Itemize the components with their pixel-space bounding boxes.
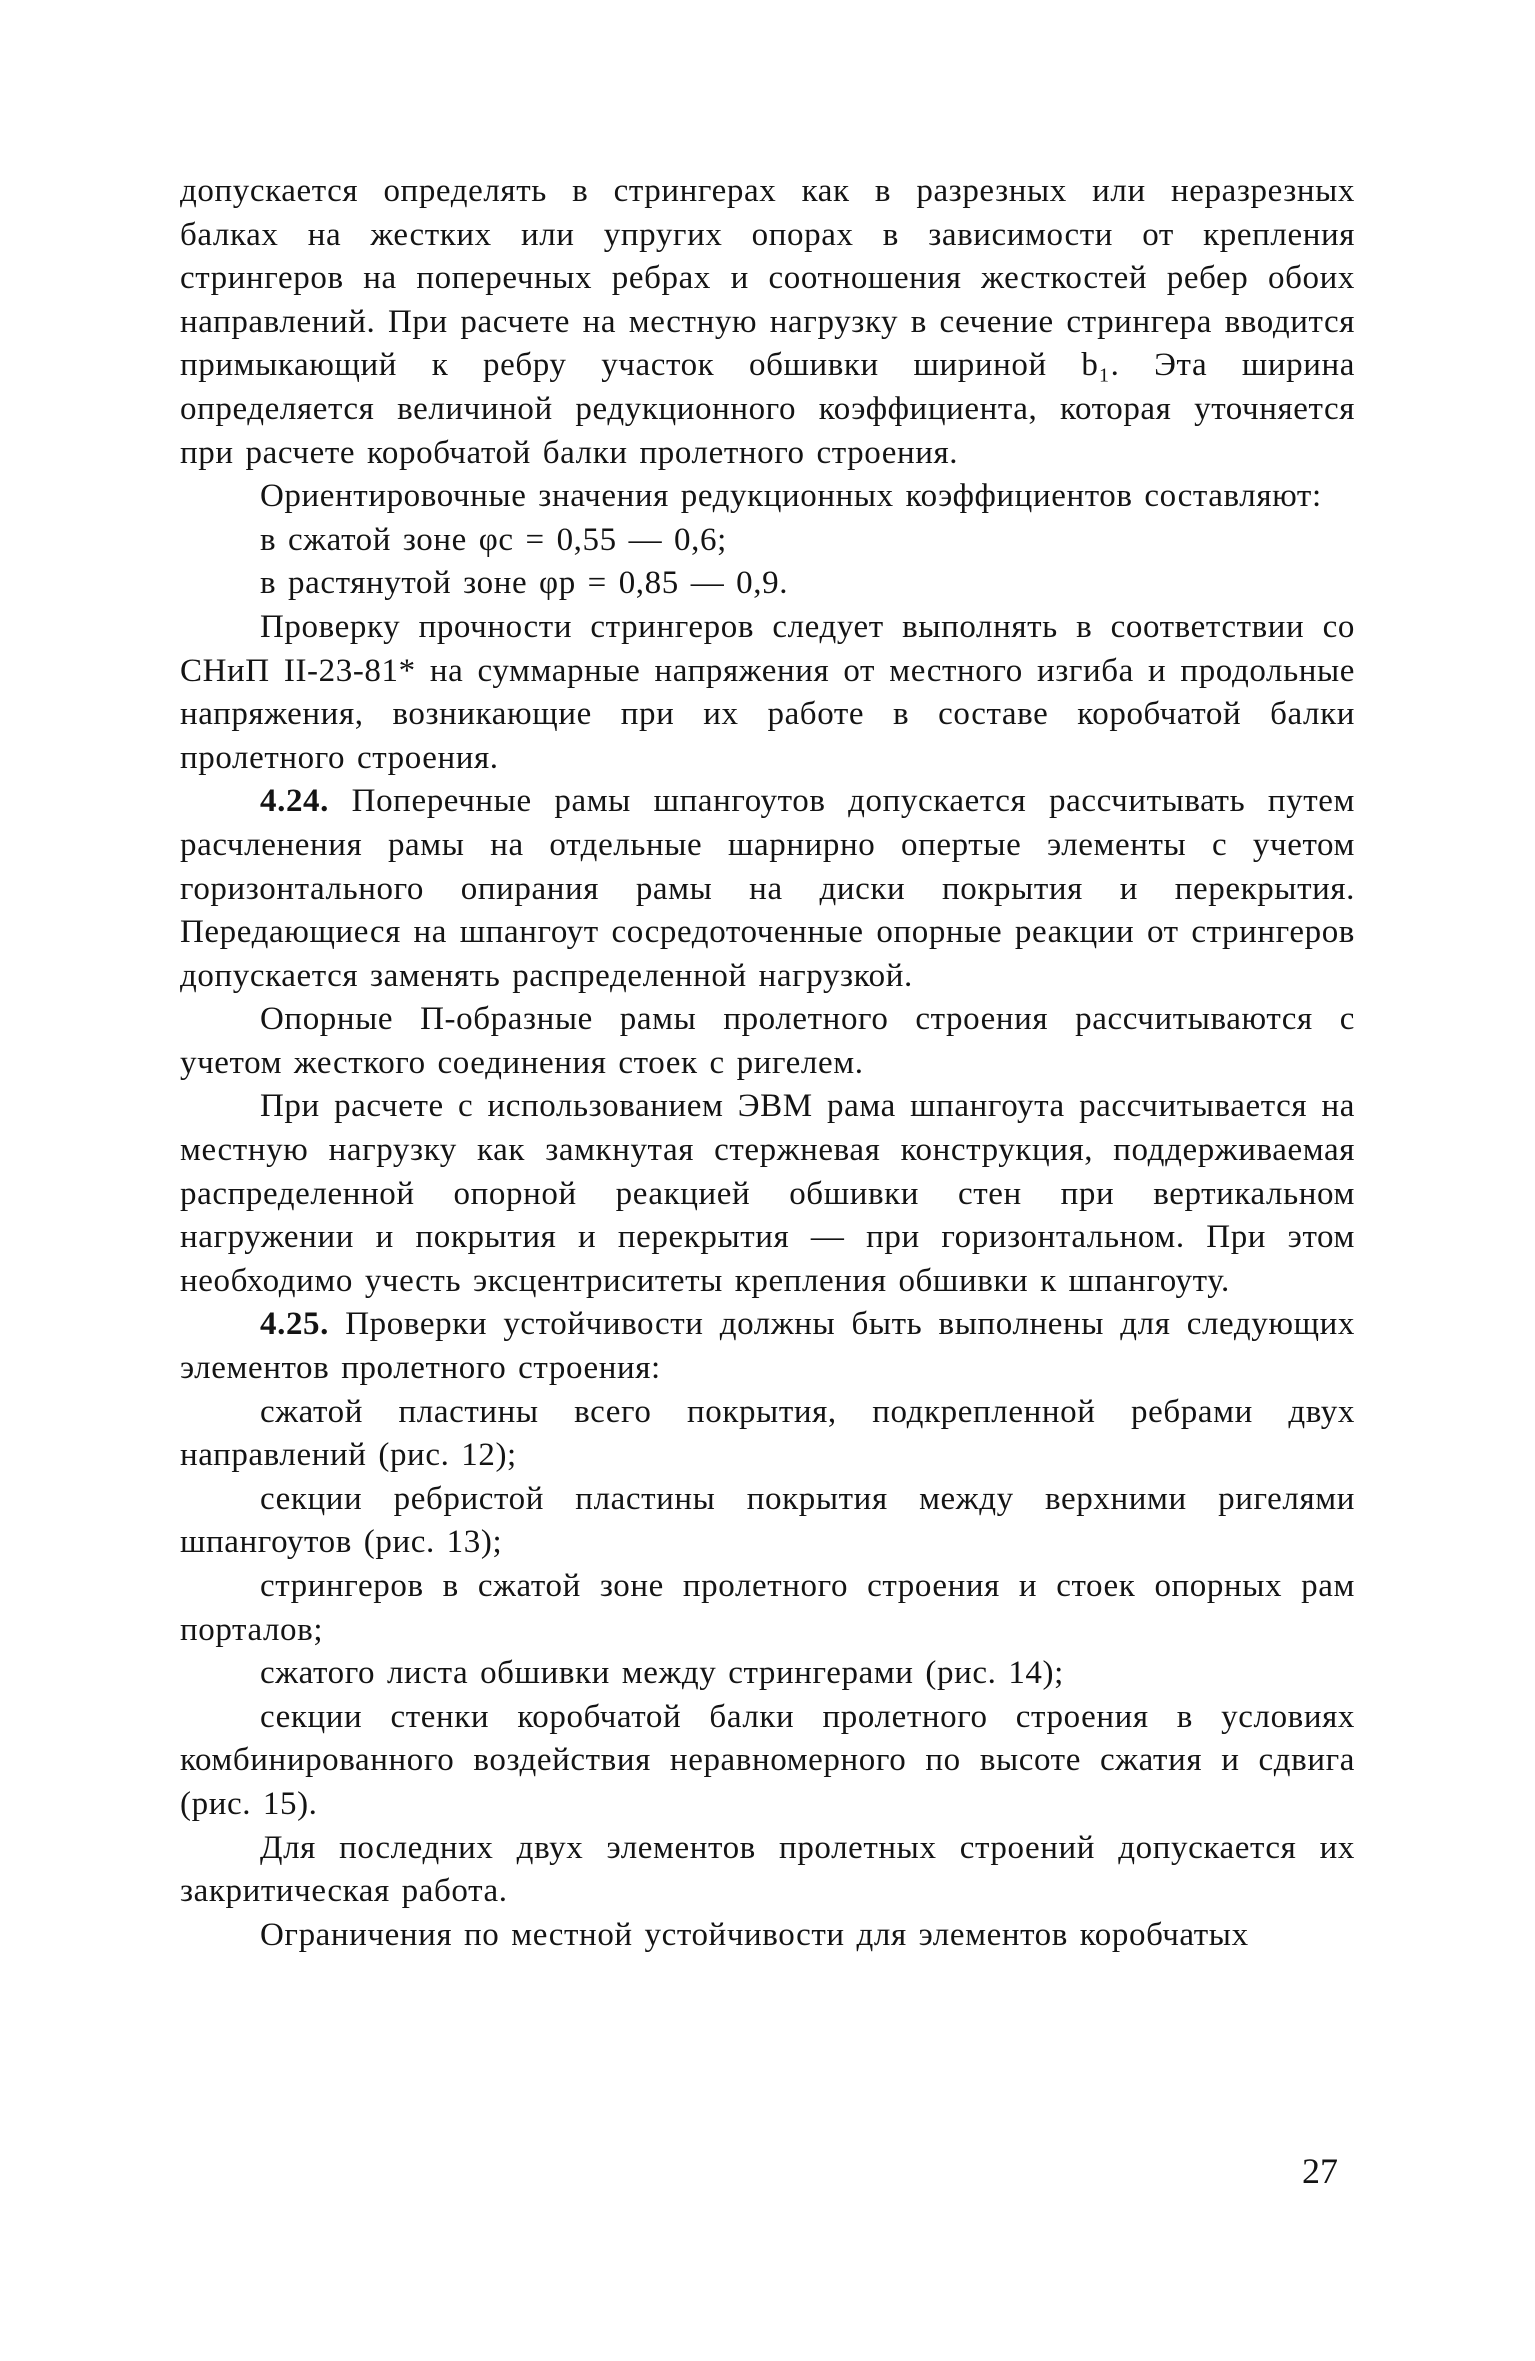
page-number: 27 [1302, 2151, 1338, 2191]
paragraph-4-25 [180, 1303, 1355, 1390]
clause-text-4-24: Поперечные рамы шпангоутов допускается рассчитывать путем расчленения рамы на отдельные шарнирно опертые элементы с учетом горизонтального опирания рамы на диски покрытия и перекрытия. Передающиеся на шпангоут сосредоточенные опорные реакции от стрингеров допускается заменять распределенной нагрузкой. [180, 783, 1355, 994]
paragraph-computer-calculation: При расчете с использованием ЭВМ рама шпангоута рассчитывается на местную нагрузку как замкнутая стержневая конструкция, поддерживаемая распределенной опорной реакцией обшивки стен при вертикальном нагружении и покрытия и перекрытия — при горизонтальном. При этом необходимо учесть эксцентриситеты крепления обшивки к шпангоуту. [180, 1088, 1355, 1299]
list-item-compressed-sheet: сжатого листа обшивки между стрингерами (рис. 14); [260, 1655, 1064, 1692]
list-item-stringers-posts: стрингеров в сжатой зоне пролетного строения и стоек опорных рам порталов; [180, 1568, 1355, 1648]
list-item-ribbed-plate-section: секции ребристой пластины покрытия между верхними ригелями шпангоутов (рис. 13); [180, 1480, 1355, 1561]
paragraph-reduction-coefficients: Ориентировочные значения редукционных коэффициентов составляют: [260, 478, 1322, 515]
clause-number-4-25: 4.25. [260, 1306, 329, 1343]
paragraph-stringer-calculation: допускается определять в стрингерах как в разрезных или неразрезных балках на жестких или упругих опорах в зависимости от крепления стрингеров на поперечных ребрах и соотношения жесткостей ребер обоих направлений. При расчете на местную нагрузку в сечение стрингера вводится примыкающий к ребру участок обшивки шириной b₁. Эта ширина определяется величиной редукционного коэффициента, которая уточняется при расчете коробчатой балки пролетного строения. [180, 173, 1355, 471]
paragraph-postcritical-work: Для последних двух элементов пролетных строений допускается их закритическая работа. [180, 1829, 1355, 1910]
paragraph-local-stability-limits: Ограничения по местной устойчивости для элементов коробчатых [260, 1916, 1249, 1953]
formula-tensioned-zone: в растянутой зоне φp = 0,85 — 0,9. [260, 565, 789, 602]
paragraph-strength-check: Проверку прочности стрингеров следует выполнять в соответствии со СНиП II-23-81* на суммарные напряжения от местного изгиба и продольные напряжения, возникающие при их работе в составе коробчатой балки пролетного строения. [180, 608, 1355, 776]
list-item-web-section: секции стенки коробчатой балки пролетного строения в условиях комбинированного воздействия неравномерного по высоте сжатия и сдвига (рис. 15). [180, 1698, 1355, 1822]
paragraph-p-frames: Опорные П-образные рамы пролетного строения рассчитываются с учетом жесткого соединения стоек с ригелем. [180, 1001, 1355, 1081]
formula-compressed-zone: в сжатой зоне φc = 0,55 — 0,6; [260, 521, 727, 558]
document-page [180, 170, 1355, 1957]
clause-number-4-24: 4.24. [260, 783, 329, 820]
clause-text-4-25: Проверки устойчивости должны быть выполнены для следующих элементов пролетного строения: [180, 1306, 1355, 1387]
paragraph-4-24 [180, 780, 1355, 998]
list-item-compressed-plate: сжатой пластины всего покрытия, подкрепленной ребрами двух направлений (рис. 12); [180, 1393, 1355, 1474]
